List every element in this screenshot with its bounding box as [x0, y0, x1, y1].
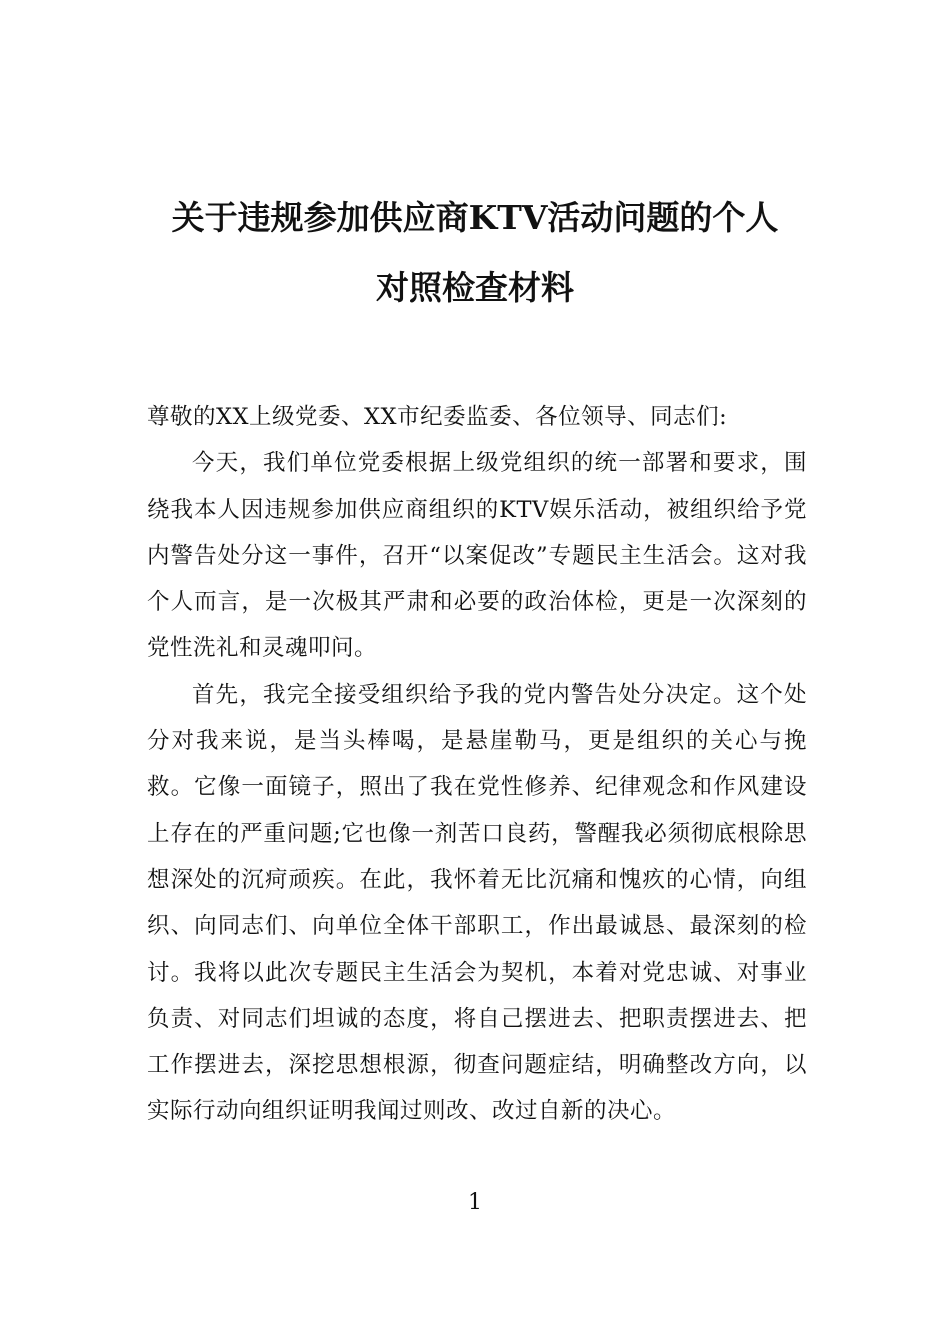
paragraph-opening: 今天，我们单位党委根据上级党组织的统一部署和要求，围绕我本人因违规参加供应商组织的KTV娱乐活动，被组织给予党内警告处分这一事件，召开“以案促改”专题民主生活会。这对我个人而言，是一次极其严肃和必要的政治体检，更是一次深刻的党性洗礼和灵魂叩问。 — [147, 450, 807, 662]
salutation: 尊敬的XX上级党委、XX市纪委监委、各位领导、同志们: — [147, 404, 728, 430]
document-body — [147, 394, 807, 1135]
document-title-line-2: 对照检查材料 — [376, 268, 574, 307]
paragraph-acceptance: 首先，我完全接受组织给予我的党内警告处分决定。这个处分对我来说，是当头棒喝，是悬崖勒马，更是组织的关心与挽救。它像一面镜子，照出了我在党性修养、纪律观念和作风建设上存在的严重问题;它也像一剂苦口良药，警醒我必须彻底根除思想深处的沉疴顽疾。在此，我怀着无比沉痛和愧疚的心情，向组织、向同志们、向单位全体干部职工，作出最诚恳、最深刻的检讨。我将以此次专题民主生活会为契机，本着对党忠诚、对事业负责、对同志们坦诚的态度，将自己摆进去、把职责摆进去、把工作摆进去，深挖思想根源，彻查问题症结，明确整改方向，以实际行动向组织证明我闻过则改、改过自新的决心。 — [147, 681, 807, 1125]
document-title-line-1: 关于违规参加供应商KTV活动问题的个人 — [171, 198, 779, 237]
page-number: 1 — [468, 1190, 482, 1215]
